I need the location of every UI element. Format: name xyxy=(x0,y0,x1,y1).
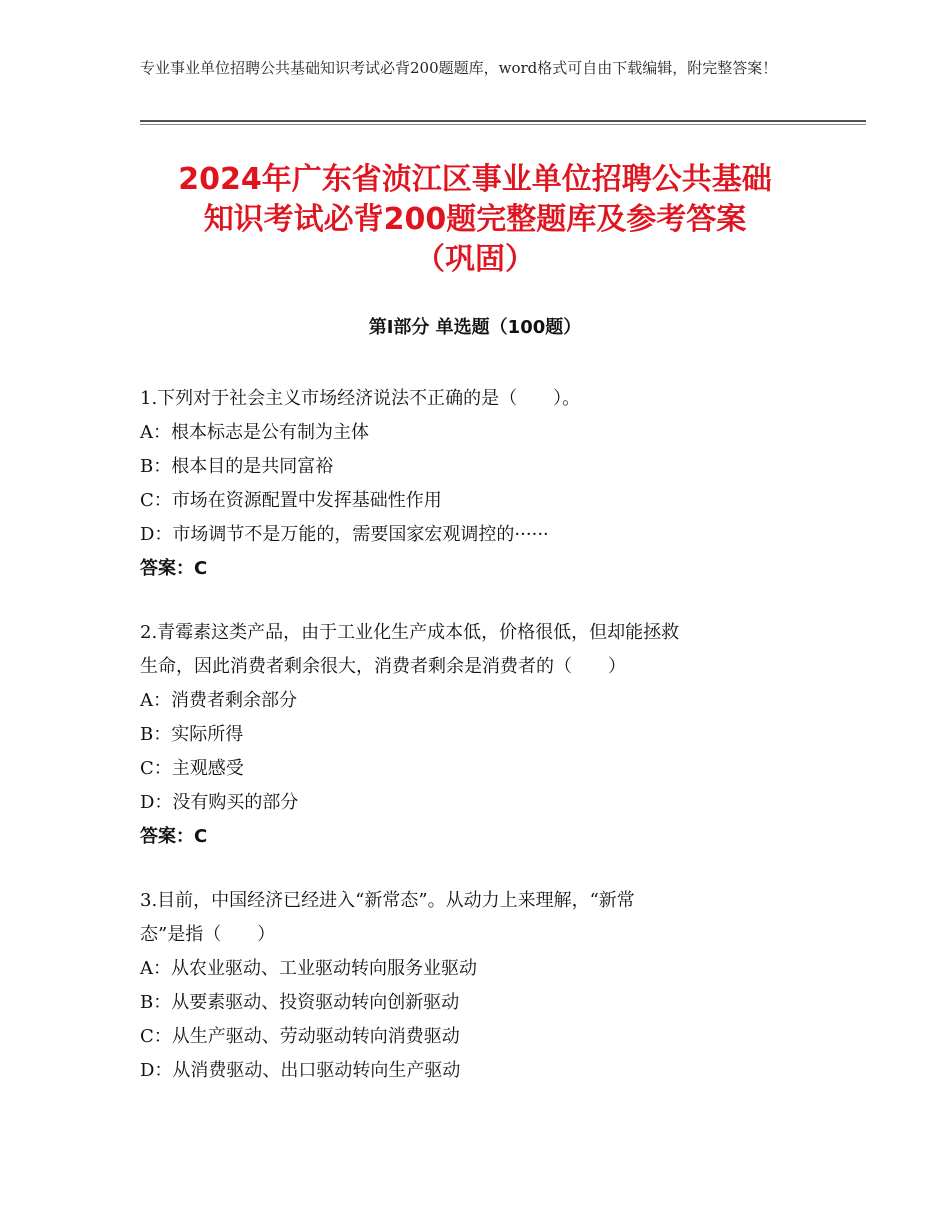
question-stem: 态”是指（ ） xyxy=(140,924,276,945)
answer: 答案：C xyxy=(140,826,208,847)
question-stem: 生命，因此消费者剩余很大，消费者剩余是消费者的（ ） xyxy=(140,656,626,677)
question-2 xyxy=(140,616,810,854)
option-d: D：没有购买的部分 xyxy=(140,792,299,813)
option-a: A：从农业驱动、工业驱动转向服务业驱动 xyxy=(140,958,477,979)
option-d: D：从消费驱动、出口驱动转向生产驱动 xyxy=(140,1060,461,1081)
question-stem: 3.目前，中国经济已经进入“新常态”。从动力上来理解，“新常 xyxy=(140,890,635,911)
title-line: （巩固） xyxy=(415,242,535,277)
answer: 答案：C xyxy=(140,558,208,579)
option-a: A：消费者剩余部分 xyxy=(140,690,297,711)
header-divider-thin xyxy=(140,124,866,125)
header-divider-thick xyxy=(140,120,866,122)
document-title xyxy=(100,160,850,280)
question-1 xyxy=(140,382,810,586)
question-stem: 2.青霉素这类产品，由于工业化生产成本低，价格很低，但却能拯救 xyxy=(140,622,680,643)
option-a: A：根本标志是公有制为主体 xyxy=(140,422,369,443)
option-c: C：市场在资源配置中发挥基础性作用 xyxy=(140,490,442,511)
question-3 xyxy=(140,884,810,1088)
header-note: 专业事业单位招聘公共基础知识考试必背200题题库，word格式可自由下载编辑，附完整答案！ xyxy=(140,59,778,77)
title-line: 知识考试必背200题完整题库及参考答案 xyxy=(203,202,747,237)
question-stem: 1.下列对于社会主义市场经济说法不正确的是（ ）。 xyxy=(140,388,581,409)
option-b: B：根本目的是共同富裕 xyxy=(140,456,334,477)
option-d: D：市场调节不是万能的，需要国家宏观调控的······ xyxy=(140,524,549,545)
option-c: C：主观感受 xyxy=(140,758,244,779)
option-b: B：实际所得 xyxy=(140,724,244,745)
title-line: 2024年广东省浈江区事业单位招聘公共基础 xyxy=(178,162,772,197)
question-list xyxy=(140,382,810,1118)
section-heading: 第Ⅰ部分 单选题（100题） xyxy=(368,317,582,338)
option-b: B：从要素驱动、投资驱动转向创新驱动 xyxy=(140,992,460,1013)
option-c: C：从生产驱动、劳动驱动转向消费驱动 xyxy=(140,1026,460,1047)
